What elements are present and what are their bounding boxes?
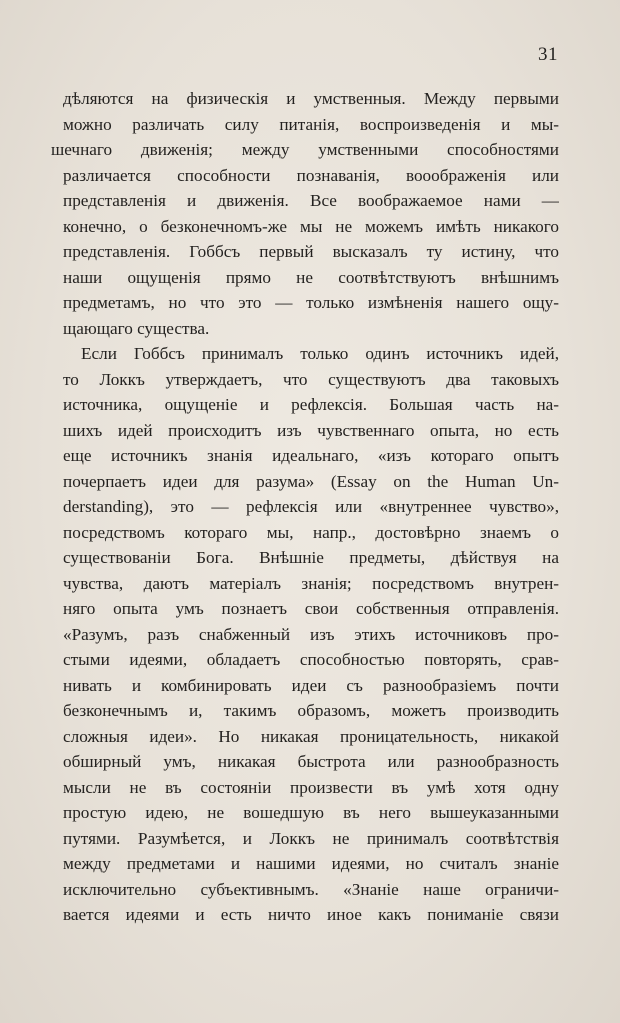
text-line: посредствомъ котораго мы, напр., достовѣрно знаемъ о bbox=[63, 522, 559, 542]
text-line: стыми идеями, обладаетъ способностью повторять, срав- bbox=[63, 650, 559, 669]
text-line: сложныя идеи». Но никакая проницательность, никакой bbox=[63, 726, 559, 746]
text-line: конечно, о безконечномъ-же мы не можемъ имѣть никакого bbox=[63, 216, 559, 236]
text-line: Если Гоббсъ принималъ только одинъ источникъ идей, bbox=[81, 344, 559, 363]
text-line: путями. Разумѣется, и Локкъ не принималъ соотвѣтствія bbox=[63, 828, 559, 848]
text-line: почерпаетъ идеи для разума» (Essay on the Human Un- bbox=[63, 471, 559, 491]
text-line: наши ощущенія прямо не соотвѣтствуютъ внѣшнимъ bbox=[63, 267, 559, 287]
page-number: 31 bbox=[538, 44, 558, 65]
text-line: простую идею, не вошедшую въ него вышеуказанными bbox=[63, 803, 559, 822]
text-line: чувства, даютъ матеріалъ знанія; посредствомъ внутрен- bbox=[63, 573, 559, 593]
text-line: шечнаго движенія; между умственными способностями bbox=[51, 140, 559, 159]
text-line: источника, ощущеніе и рефлексія. Большая часть на- bbox=[63, 395, 559, 414]
text-line: различается способности познаванія, вооображенія или bbox=[63, 165, 559, 185]
body-text bbox=[51, 86, 559, 928]
text-line: представленія. Гоббсъ первый высказалъ ту истину, что bbox=[63, 242, 559, 261]
text-line: исключительно субъективнымъ. «Знаніе наше ограничи- bbox=[63, 879, 559, 899]
text-line: то Локкъ утверждаетъ, что существуютъ два таковыхъ bbox=[63, 369, 559, 389]
text-line: шихъ идей происходитъ изъ чувственнаго опыта, но есть bbox=[63, 420, 559, 440]
text-line: безконечнымъ и, такимъ образомъ, можетъ производить bbox=[63, 701, 559, 720]
text-line: щающаго существа. bbox=[63, 318, 210, 338]
text-line: вается идеями и есть ничто иное какъ пониманіе связи bbox=[63, 905, 559, 924]
text-line: нивать и комбинировать идеи съ разнообразіемъ почти bbox=[63, 675, 559, 695]
text-line: обширный умъ, никакая быстрота или разнообразность bbox=[63, 752, 559, 771]
text-line: предметамъ, но что это — только измѣненія нашего ощу- bbox=[63, 293, 559, 312]
text-line: существованіи Бога. Внѣшніе предметы, дѣйствуя на bbox=[63, 548, 559, 567]
text-line: можно различать силу питанія, воспроизведенія и мы- bbox=[63, 114, 559, 134]
text-line: дѣляются на физическія и умственныя. Между первыми bbox=[63, 89, 559, 108]
text-line: между предметами и нашими идеями, но считалъ знаніе bbox=[63, 854, 559, 873]
text-line: derstanding), это — рефлексія или «внутреннее чувство», bbox=[63, 497, 559, 516]
paragraph-1 bbox=[51, 86, 559, 341]
text-line: «Разумъ, разъ снабженный изъ этихъ источниковъ про- bbox=[63, 624, 559, 644]
text-line: еще источникъ знанія идеальнаго, «изъ котораго опытъ bbox=[63, 446, 559, 465]
text-line: представленія и движенія. Все воображаемое нами — bbox=[63, 191, 559, 210]
text-line: няго опыта умъ познаетъ свои собственныя отправленія. bbox=[63, 599, 559, 618]
paragraph-2 bbox=[63, 341, 559, 928]
text-line: мысли не въ состояніи произвести въ умѣ хотя одну bbox=[63, 777, 559, 797]
